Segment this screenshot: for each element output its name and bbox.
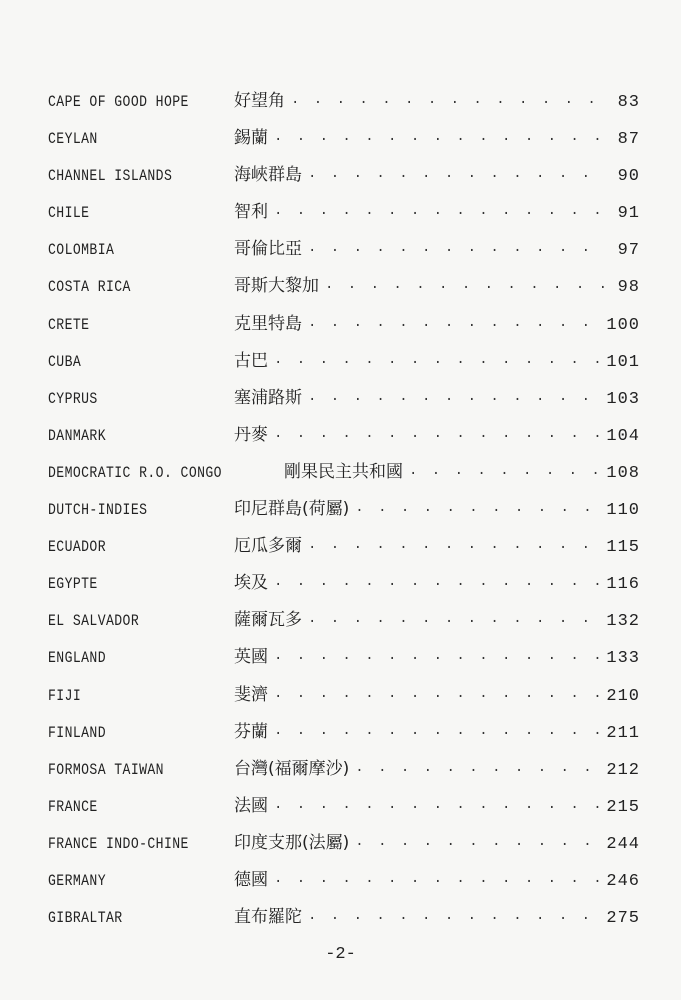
dot-leader [355,503,602,519]
dot-leader [308,614,602,630]
chinese-name: 塞浦路斯 [234,387,302,408]
country-name: FINLAND [48,723,106,742]
dot-leader [325,280,606,296]
dot-leader [274,577,602,593]
chinese-name: 哥倫比亞 [234,239,302,260]
list-item [48,420,640,457]
dot-leader [274,429,602,445]
page-number: 97 [617,241,640,261]
country-name: CHANNEL ISLANDS [48,167,173,186]
list-item [48,828,640,865]
chinese-name: 德國 [234,869,268,890]
country-name: DEMOCRATIC R.O. CONGO [48,463,222,482]
list-item [48,86,640,123]
chinese-name: 丹麥 [234,424,268,445]
chinese-name: 印尼群島(荷屬) [234,499,350,520]
dot-leader [409,466,602,482]
page-number: 215 [606,797,640,817]
dot-leader [274,206,606,222]
dot-leader [274,355,602,371]
dot-leader [355,763,602,779]
list-item [48,605,640,642]
chinese-name: 薩爾瓦多 [234,610,302,631]
chinese-name: 古巴 [234,350,268,371]
country-name: FRANCE [48,797,98,816]
dot-leader [274,132,606,148]
country-index-list [48,86,640,939]
list-item [48,457,640,494]
list-item [48,865,640,902]
chinese-name: 埃及 [234,573,268,594]
country-name: CRETE [48,315,90,334]
country-name: CHILE [48,204,90,223]
country-name: GIBRALTAR [48,909,123,928]
chinese-name: 剛果民主共和國 [284,461,403,482]
chinese-name: 克里特島 [234,313,302,334]
country-name: CYPRUS [48,389,98,408]
page-number: 108 [606,463,640,483]
list-item [48,271,640,308]
country-name: ENGLAND [48,649,106,668]
list-item [48,383,640,420]
chinese-name: 智利 [234,202,268,223]
chinese-name: 哥斯大黎加 [234,276,319,297]
chinese-name: 直布羅陀 [234,907,302,928]
dot-leader [291,95,606,111]
page-number: 244 [606,834,640,854]
dot-leader [355,837,602,853]
list-item [48,160,640,197]
list-item [48,234,640,271]
country-name: FRANCE INDO-CHINE [48,834,189,853]
dot-leader [308,318,602,334]
country-name: EGYPTE [48,575,98,594]
chinese-name: 英國 [234,647,268,668]
dot-leader [308,540,602,556]
country-name: DANMARK [48,426,106,445]
page-number: 90 [617,167,640,187]
list-item [48,791,640,828]
page-number: 133 [606,649,640,669]
list-item [48,642,640,679]
page-number: 275 [606,909,640,929]
page-number: 104 [606,426,640,446]
dot-leader [308,169,606,185]
page-number: 246 [606,871,640,891]
list-item [48,197,640,234]
page-number: 101 [606,352,640,372]
country-name: FIJI [48,686,82,705]
country-name: ECUADOR [48,538,106,557]
list-item [48,680,640,717]
dot-leader [274,800,602,816]
page-number: 87 [617,130,640,150]
list-item [48,346,640,383]
chinese-name: 好望角 [234,91,285,111]
country-name: CEYLAN [48,130,98,149]
list-item [48,531,640,568]
list-item [48,717,640,754]
chinese-name: 錫蘭 [234,128,268,149]
country-name: COSTA RICA [48,278,131,297]
page-number: 103 [606,389,640,409]
page-number: 210 [606,686,640,706]
page-number: 115 [606,538,640,558]
country-name: CUBA [48,352,82,371]
page-number: 98 [617,278,640,298]
dot-leader [274,726,602,742]
country-name: FORMOSA TAIWAN [48,760,164,779]
dot-leader [274,651,602,667]
list-item [48,568,640,605]
list-item [48,494,640,531]
country-name: CAPE OF GOOD HOPE [48,93,189,111]
dot-leader [274,689,602,705]
list-item [48,754,640,791]
chinese-name: 海峽群島 [234,165,302,186]
page-number: 211 [606,723,640,743]
chinese-name: 台灣(福爾摩沙) [234,758,350,779]
page-number: 110 [606,501,640,521]
list-item [48,309,640,346]
page-number: 116 [606,575,640,595]
page-number: 91 [617,204,640,224]
chinese-name: 斐濟 [234,684,268,705]
dot-leader [308,911,602,927]
dot-leader [308,392,602,408]
page-number: 100 [606,315,640,335]
chinese-name: 印度支那(法屬) [234,832,350,853]
page-number: 212 [606,760,640,780]
dot-leader [308,243,606,259]
country-name: DUTCH-INDIES [48,501,148,520]
list-item [48,123,640,160]
page-number: 132 [606,612,640,632]
chinese-name: 芬蘭 [234,721,268,742]
page-footer-number: -2- [325,945,356,964]
page-number: 83 [617,93,640,112]
chinese-name: 法國 [234,795,268,816]
chinese-name: 厄瓜多爾 [234,536,302,557]
country-name: GERMANY [48,871,106,890]
country-name: COLOMBIA [48,241,115,260]
list-item [48,902,640,939]
country-name: EL SALVADOR [48,612,140,631]
dot-leader [274,874,602,890]
